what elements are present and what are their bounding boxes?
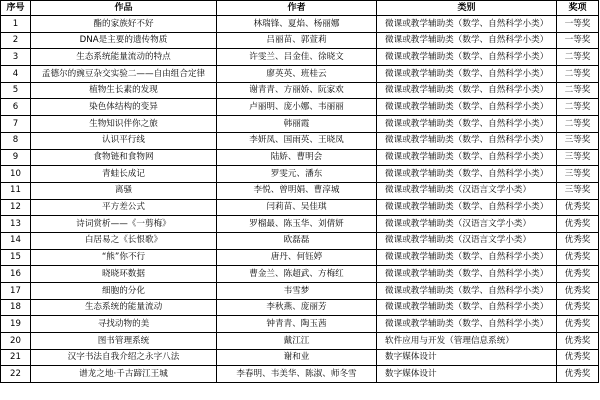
cell-author: 曹金兰、陈超武、方梅红 <box>217 266 377 283</box>
cell-no: 9 <box>1 149 31 166</box>
cell-award: 优秀奖 <box>557 299 599 316</box>
table-row <box>1 316 599 333</box>
cell-work: 诗词赏析——《一剪梅》 <box>31 216 217 233</box>
cell-category: 微课或教学辅助类（数学、自然科学小类） <box>377 283 557 300</box>
cell-work: 认识平行线 <box>31 132 217 149</box>
cell-category: 微课或教学辅助类（数学、自然科学小类） <box>377 66 557 83</box>
cell-author: 欧磊磊 <box>217 232 377 249</box>
cell-work: 白居易之《长恨歌》 <box>31 232 217 249</box>
cell-no: 18 <box>1 299 31 316</box>
cell-no: 7 <box>1 116 31 133</box>
cell-category: 数字媒体设计 <box>377 366 557 383</box>
cell-category: 微课或教学辅助类（数学、自然科学小类） <box>377 316 557 333</box>
cell-author: 谢青青、方丽娇、阮家欢 <box>217 82 377 99</box>
cell-author: 卢丽明、庞小娜、韦丽丽 <box>217 99 377 116</box>
cell-category: 微课或教学辅助类（数学、自然科学小类） <box>377 49 557 66</box>
cell-no: 20 <box>1 333 31 350</box>
cell-work: 染色体结构的变异 <box>31 99 217 116</box>
cell-author: 戴江江 <box>217 333 377 350</box>
cell-category: 微课或教学辅助类（数学、自然科学小类） <box>377 149 557 166</box>
cell-award: 优秀奖 <box>557 333 599 350</box>
cell-author: 唐丹、何钰婷 <box>217 249 377 266</box>
cell-category: 微课或教学辅助类（数学、自然科学小类） <box>377 266 557 283</box>
cell-award: 三等奖 <box>557 149 599 166</box>
cell-work: 孟德尔的豌豆杂交实验二——自由组合定律 <box>31 66 217 83</box>
cell-work: 酯的家族好不好 <box>31 16 217 33</box>
cell-work: “熊”你不行 <box>31 249 217 266</box>
table-body <box>1 16 599 383</box>
cell-work: 食物链和食物网 <box>31 149 217 166</box>
cell-no: 8 <box>1 132 31 149</box>
cell-no: 13 <box>1 216 31 233</box>
cell-award: 优秀奖 <box>557 366 599 383</box>
cell-category: 微课或教学辅助类（数学、自然科学小类） <box>377 16 557 33</box>
cell-award: 优秀奖 <box>557 316 599 333</box>
cell-category: 微课或教学辅助类（数学、自然科学小类） <box>377 249 557 266</box>
cell-award: 二等奖 <box>557 82 599 99</box>
cell-award: 优秀奖 <box>557 283 599 300</box>
cell-award: 三等奖 <box>557 132 599 149</box>
cell-work: DNA是主要的遗传物质 <box>31 32 217 49</box>
cell-author: 韦雪梦 <box>217 283 377 300</box>
table-row <box>1 349 599 366</box>
cell-no: 12 <box>1 199 31 216</box>
cell-author: 李悦、曾明娟、曹淳城 <box>217 182 377 199</box>
table-row <box>1 333 599 350</box>
cell-no: 5 <box>1 82 31 99</box>
cell-no: 6 <box>1 99 31 116</box>
cell-no: 15 <box>1 249 31 266</box>
cell-no: 21 <box>1 349 31 366</box>
cell-work: 寻找动物的美 <box>31 316 217 333</box>
cell-author: 陆娇、曹明会 <box>217 149 377 166</box>
cell-no: 14 <box>1 232 31 249</box>
cell-category: 微课或教学辅助类（数学、自然科学小类） <box>377 32 557 49</box>
cell-award: 三等奖 <box>557 166 599 183</box>
header-author: 作者 <box>217 1 377 16</box>
header-no: 序号 <box>1 1 31 16</box>
cell-category: 软件应用与开发（管理信息系统） <box>377 333 557 350</box>
cell-award: 二等奖 <box>557 99 599 116</box>
cell-author: 罗榴最、陈玉华、刘倩妍 <box>217 216 377 233</box>
cell-work: 生态系统能量流动的特点 <box>31 49 217 66</box>
cell-award: 优秀奖 <box>557 266 599 283</box>
cell-work: 谱龙之地·千古蹄江王城 <box>31 366 217 383</box>
cell-category: 微课或教学辅助类（数学、自然科学小类） <box>377 82 557 99</box>
cell-award: 优秀奖 <box>557 232 599 249</box>
table-row <box>1 116 599 133</box>
cell-category: 微课或教学辅助类（汉语言文学小类） <box>377 232 557 249</box>
table-row <box>1 249 599 266</box>
table-row <box>1 299 599 316</box>
cell-author: 闫莉苗、吴佳琪 <box>217 199 377 216</box>
cell-award: 三等奖 <box>557 182 599 199</box>
cell-no: 22 <box>1 366 31 383</box>
cell-author: 李妍凤、国雨英、王晓凤 <box>217 132 377 149</box>
table-row <box>1 266 599 283</box>
cell-author: 许雯兰、吕金佳、徐晓文 <box>217 49 377 66</box>
cell-author: 廖英英、班桂云 <box>217 66 377 83</box>
cell-award: 优秀奖 <box>557 249 599 266</box>
header-award: 奖项 <box>557 1 599 16</box>
cell-no: 16 <box>1 266 31 283</box>
cell-work: 生物知识伴你之旅 <box>31 116 217 133</box>
header-category: 类别 <box>377 1 557 16</box>
cell-no: 2 <box>1 32 31 49</box>
table-row <box>1 232 599 249</box>
table-row <box>1 182 599 199</box>
header-row <box>1 1 599 16</box>
cell-no: 19 <box>1 316 31 333</box>
table-row <box>1 16 599 33</box>
cell-no: 3 <box>1 49 31 66</box>
cell-work: 植物生长素的发现 <box>31 82 217 99</box>
cell-category: 微课或教学辅助类（数学、自然科学小类） <box>377 99 557 116</box>
table-row <box>1 149 599 166</box>
cell-work: 离骚 <box>31 182 217 199</box>
cell-category: 数字媒体设计 <box>377 349 557 366</box>
cell-category: 微课或教学辅助类（数学、自然科学小类） <box>377 199 557 216</box>
cell-author: 韩丽霞 <box>217 116 377 133</box>
cell-no: 10 <box>1 166 31 183</box>
cell-author: 吕丽苗、郭萱莉 <box>217 32 377 49</box>
table-row <box>1 32 599 49</box>
cell-award: 优秀奖 <box>557 199 599 216</box>
header-work: 作品 <box>31 1 217 16</box>
table-row <box>1 283 599 300</box>
cell-author: 罗雯元、潘东 <box>217 166 377 183</box>
table-row <box>1 216 599 233</box>
cell-category: 微课或教学辅助类（汉语言文学小类） <box>377 216 557 233</box>
cell-no: 1 <box>1 16 31 33</box>
cell-author: 李秋燕、庞丽芳 <box>217 299 377 316</box>
cell-no: 4 <box>1 66 31 83</box>
cell-author: 谢和业 <box>217 349 377 366</box>
cell-award: 二等奖 <box>557 49 599 66</box>
cell-no: 11 <box>1 182 31 199</box>
cell-author: 李春明、韦美华、陈淑、师冬雪 <box>217 366 377 383</box>
cell-category: 微课或教学辅助类（数学、自然科学小类） <box>377 166 557 183</box>
cell-work: 汉字书法自我介绍之永字八法 <box>31 349 217 366</box>
cell-category: 微课或教学辅助类（数学、自然科学小类） <box>377 116 557 133</box>
table-row <box>1 366 599 383</box>
cell-category: 微课或教学辅助类（汉语言文学小类） <box>377 182 557 199</box>
cell-category: 微课或教学辅助类（数学、自然科学小类） <box>377 299 557 316</box>
table-row <box>1 49 599 66</box>
table-row <box>1 132 599 149</box>
cell-award: 一等奖 <box>557 32 599 49</box>
cell-award: 优秀奖 <box>557 349 599 366</box>
table-row <box>1 82 599 99</box>
table-row <box>1 66 599 83</box>
cell-work: 生态系统的能量流动 <box>31 299 217 316</box>
cell-author: 林瑞锋、夏焰、杨丽娜 <box>217 16 377 33</box>
table-row <box>1 166 599 183</box>
cell-work: 青蛙长成记 <box>31 166 217 183</box>
cell-award: 二等奖 <box>557 116 599 133</box>
cell-no: 17 <box>1 283 31 300</box>
cell-award: 二等奖 <box>557 66 599 83</box>
cell-award: 一等奖 <box>557 16 599 33</box>
table-row <box>1 199 599 216</box>
cell-work: 平方差公式 <box>31 199 217 216</box>
cell-author: 钟青青、陶玉茜 <box>217 316 377 333</box>
cell-work: 图书管理系统 <box>31 333 217 350</box>
cell-award: 优秀奖 <box>557 216 599 233</box>
cell-work: 细胞的分化 <box>31 283 217 300</box>
cell-category: 微课或教学辅助类（数学、自然科学小类） <box>377 132 557 149</box>
cell-work: 晓晓环数据 <box>31 266 217 283</box>
table-row <box>1 99 599 116</box>
